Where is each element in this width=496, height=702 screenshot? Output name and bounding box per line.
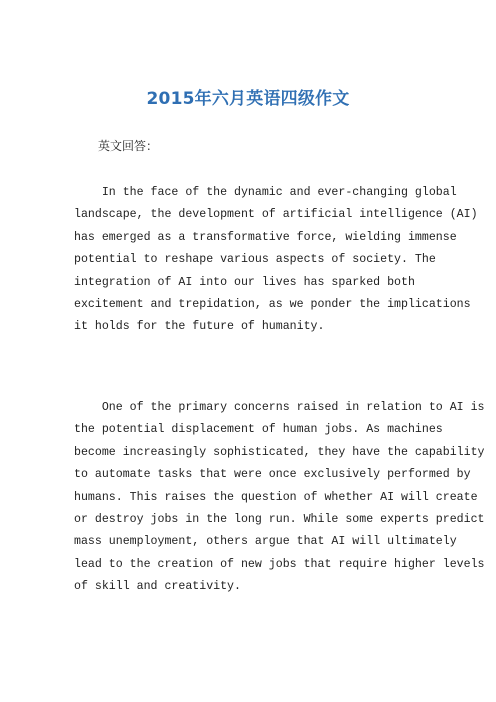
paragraph-1: In the face of the dynamic and ever-changing global landscape, the development of artificial intelligence (AI) has emerged as a transformative force, wielding immense potential to reshape various aspects of society. The integration of AI into our lives has sparked both excitement and trepidation, as we ponder the implications it holds for the future of humanity. [74,186,478,334]
section-subheading: 英文回答： [98,139,159,153]
paragraph-2: One of the primary concerns raised in relation to AI is the potential displacement of human jobs. As machines become increasingly sophisticated, they have the capability to automate tasks that were once exclusively performed by humans. This raises the question of whether AI will create or destroy jobs in the long run. While some experts predict mass unemployment, others argue that AI will ultimately lead to the creation of new jobs that require higher levels of skill and creativity. [74,401,485,594]
page-title: 2015年六月英语四级作文 [146,89,350,109]
